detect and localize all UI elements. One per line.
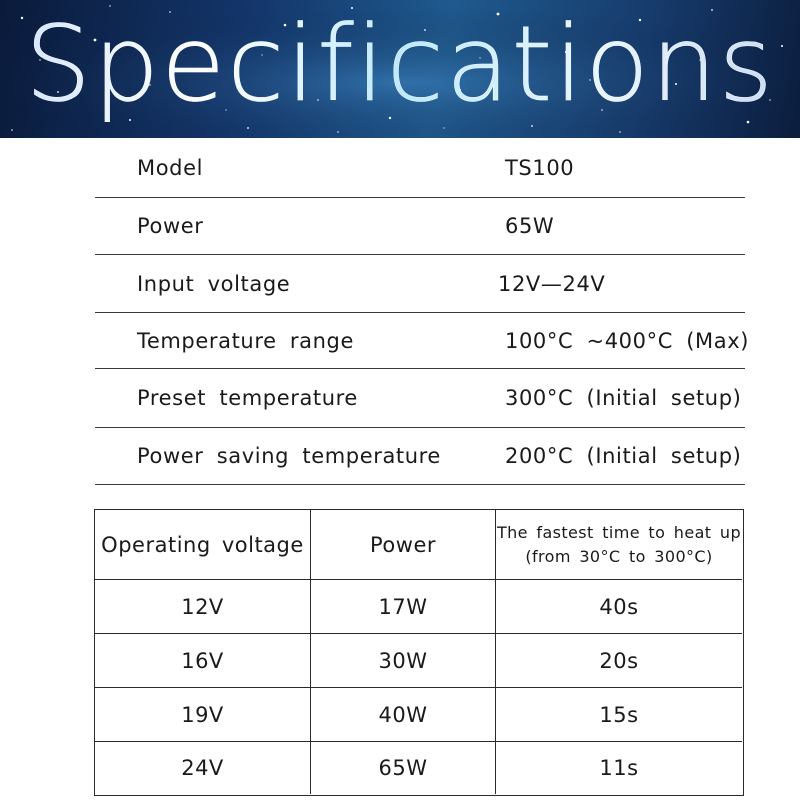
spec-row-preset-temperature <box>95 369 745 428</box>
header-heat-up-time-line2: (from 30°C to 300°C) <box>525 546 713 566</box>
spec-value: TS100 <box>505 155 575 180</box>
table-cell-power: 17W <box>311 580 496 634</box>
spec-value: 200°C (Initial setup) <box>505 444 742 468</box>
heat-up-table <box>94 509 744 796</box>
banner-title: Specifications <box>0 0 800 138</box>
spec-label: Model <box>137 155 204 180</box>
header-heat-up-time-line1: The fastest time to heat up <box>496 522 742 542</box>
spec-row-input-voltage <box>95 255 745 313</box>
table-cell-power: 40W <box>311 688 496 742</box>
table-cell-voltage: 24V <box>95 742 311 794</box>
table-cell-time: 20s <box>496 634 742 688</box>
spec-label: Temperature range <box>137 328 354 353</box>
spec-value: 65W <box>505 214 555 238</box>
spec-row-model <box>95 138 745 198</box>
header-power: Power <box>311 510 496 580</box>
table-cell-power: 65W <box>311 742 496 794</box>
table-cell-power: 30W <box>311 634 496 688</box>
table-cell-voltage: 19V <box>95 688 311 742</box>
spec-label: Power <box>137 214 204 238</box>
specifications-banner <box>0 0 800 138</box>
table-cell-voltage: 12V <box>95 580 311 634</box>
spec-value: 300°C (Initial setup) <box>505 386 742 410</box>
spec-row-temperature-range <box>95 313 750 369</box>
spec-row-power-saving-temperature <box>95 428 745 485</box>
table-cell-time: 40s <box>496 580 742 634</box>
spec-row-power <box>95 198 745 255</box>
table-cell-time: 15s <box>496 688 742 742</box>
spec-label: Input voltage <box>137 271 291 296</box>
table-cell-time: 11s <box>599 756 639 780</box>
spec-label: Power saving temperature <box>137 444 441 468</box>
spec-value: 100°C ~400°C (Max) <box>505 328 750 353</box>
header-heat-up-time <box>496 510 742 580</box>
header-operating-voltage: Operating voltage <box>95 510 311 580</box>
table-cell-voltage: 16V <box>95 634 311 688</box>
spec-value: 12V—24V <box>498 271 606 296</box>
spec-label: Preset temperature <box>137 386 358 410</box>
